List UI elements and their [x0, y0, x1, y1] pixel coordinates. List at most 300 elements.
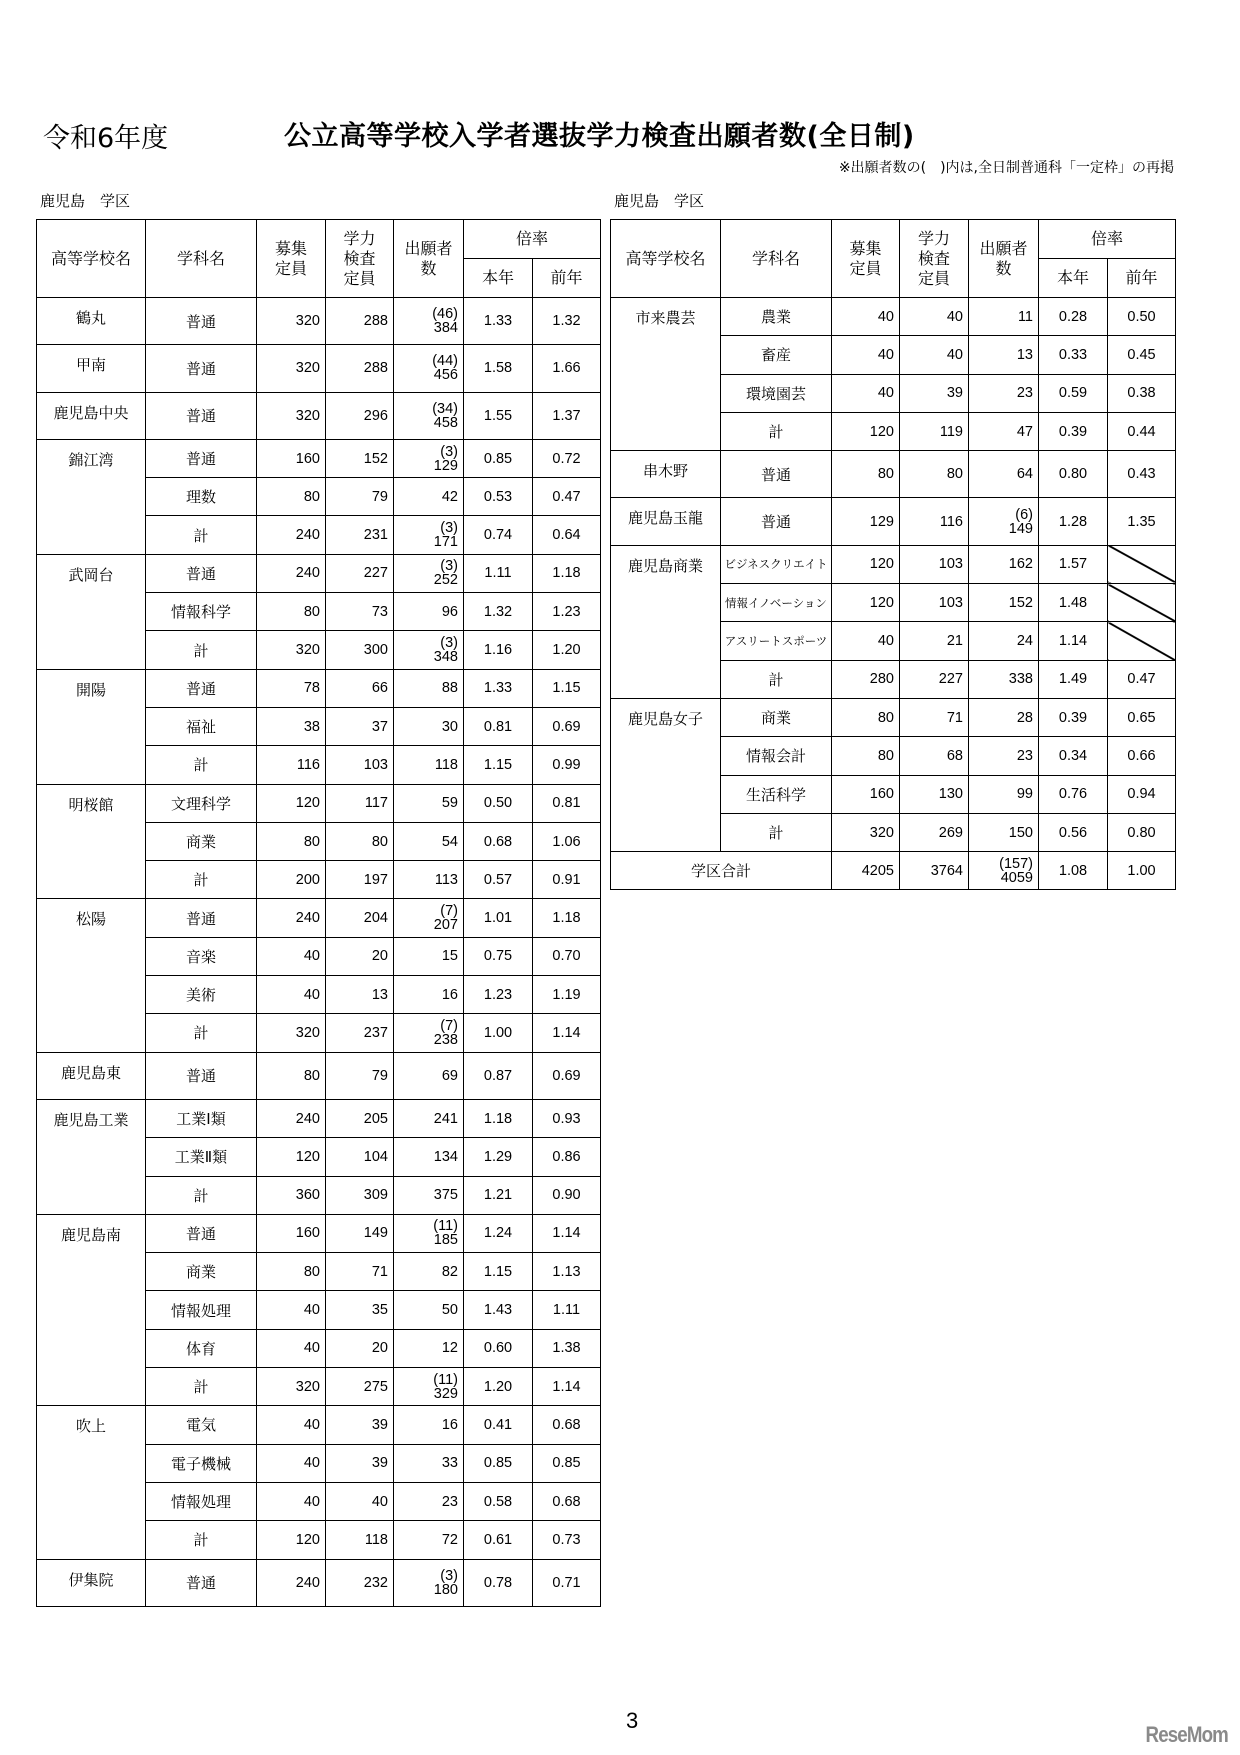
test-capacity: 269: [900, 813, 969, 851]
dept-name: 普通: [146, 345, 257, 392]
ratio-last-year: 1.15: [533, 669, 601, 707]
dept-name: 体育: [146, 1329, 257, 1367]
capacity: 80: [832, 698, 900, 736]
applicant-count: 134: [433, 1148, 458, 1165]
quota-applicants: (34): [432, 400, 458, 417]
ratio-this-year: 1.15: [464, 746, 533, 784]
dept-name: 計: [146, 1521, 257, 1559]
applicant-count: 15: [441, 948, 458, 965]
ratio-last-year: 0.85: [533, 1444, 601, 1482]
applicants: [969, 545, 1039, 583]
ratio-last-year: 1.37: [533, 392, 601, 439]
dept-name: 計: [721, 813, 832, 851]
ratio-last-year: 1.11: [533, 1291, 601, 1329]
applicant-count: 99: [1016, 786, 1033, 803]
applicants: [394, 1444, 464, 1482]
ratio-this-year: 0.80: [1039, 451, 1108, 498]
capacity: 40: [257, 1329, 326, 1367]
capacity: 40: [257, 1482, 326, 1520]
applicants: [394, 1099, 464, 1137]
test-capacity: 237: [326, 1014, 394, 1052]
header-ratio: 倍率: [464, 220, 601, 259]
test-capacity: 300: [326, 631, 394, 669]
applicant-count: 11: [1017, 308, 1033, 325]
school-name: 鹿児島女子: [611, 698, 721, 851]
capacity: 240: [257, 516, 326, 554]
test-capacity: 37: [326, 707, 394, 745]
page-title: 公立高等学校入学者選抜学力検査出願者数(全日制): [284, 121, 915, 152]
capacity: 40: [832, 622, 900, 660]
ratio-this-year: 1.23: [464, 976, 533, 1014]
applicants: [394, 1291, 464, 1329]
ratio-this-year: 0.75: [464, 937, 533, 975]
school-name: 甲南: [37, 345, 146, 392]
capacity: 129: [832, 498, 900, 545]
applicants: [969, 336, 1039, 374]
school-name: 明桜館: [37, 784, 146, 899]
applicants: [969, 298, 1039, 336]
test-capacity: 35: [326, 1291, 394, 1329]
applicants: [394, 822, 464, 860]
ratio-this-year: 1.49: [1039, 660, 1108, 698]
applicant-count: 456: [433, 367, 458, 384]
capacity: 320: [257, 345, 326, 392]
ratio-last-year: 0.68: [533, 1406, 601, 1444]
capacity: 120: [832, 545, 900, 583]
capacity: 200: [257, 861, 326, 899]
ratio-last-year: 1.14: [533, 1368, 601, 1406]
dept-name: 計: [146, 1368, 257, 1406]
applicant-count: 33: [441, 1455, 458, 1472]
applicants: [394, 746, 464, 784]
applicant-count: 162: [1008, 556, 1033, 573]
test-capacity: 80: [900, 451, 969, 498]
applicants: [394, 478, 464, 516]
test-capacity: 79: [326, 1052, 394, 1099]
dept-name: 美術: [146, 976, 257, 1014]
quota-applicants: (3): [440, 635, 458, 652]
applicant-count: 54: [441, 833, 458, 850]
test-capacity: 39: [326, 1444, 394, 1482]
table-row: [611, 545, 1176, 583]
school-name: 吹上: [37, 1406, 146, 1559]
not-applicable-slash: [1108, 545, 1176, 583]
table-row: [37, 899, 601, 937]
ratio-last-year: 0.94: [1108, 775, 1176, 813]
ratio-last-year: 1.18: [533, 554, 601, 592]
dept-name: 工業Ⅰ類: [146, 1099, 257, 1137]
dept-name: 計: [721, 412, 832, 450]
dept-name: 情報会計: [721, 737, 832, 775]
test-capacity: 20: [326, 1329, 394, 1367]
applicant-count: 64: [1016, 466, 1033, 483]
school-name: 串木野: [611, 451, 721, 498]
dept-name: 電子機械: [146, 1444, 257, 1482]
dept-name: 普通: [146, 392, 257, 439]
test-capacity: 66: [326, 669, 394, 707]
school-name: 錦江湾: [37, 439, 146, 554]
applicants: [394, 1052, 464, 1099]
total-row: [611, 852, 1176, 890]
total-label: 学区合計: [611, 852, 832, 890]
header-this-year: 本年: [1039, 259, 1108, 298]
ratio-this-year: 0.50: [464, 784, 533, 822]
ratio-this-year: 0.56: [1039, 813, 1108, 851]
district-label-left: 鹿児島 学区: [40, 192, 131, 210]
applicant-count: 338: [1008, 671, 1033, 688]
ratio-this-year: 0.60: [464, 1329, 533, 1367]
dept-name: アスリートスポーツ: [721, 622, 832, 660]
ratio-last-year: 0.44: [1108, 412, 1176, 450]
applicant-count: 23: [441, 1493, 458, 1510]
applicants: [394, 1329, 464, 1367]
applicant-count: 28: [1016, 709, 1033, 726]
ratio-last-year: 1.14: [533, 1014, 601, 1052]
capacity: 240: [257, 899, 326, 937]
school-name: 武岡台: [37, 554, 146, 669]
header-school: 高等学校名: [611, 220, 721, 298]
applicant-count: 150: [1008, 824, 1033, 841]
ratio-this-year: 1.29: [464, 1138, 533, 1176]
ratio-last-year: 0.69: [533, 1052, 601, 1099]
applicants: [394, 937, 464, 975]
applicant-count: 42: [441, 488, 458, 505]
applicants: [394, 899, 464, 937]
applicant-count: 152: [1008, 594, 1033, 611]
dept-name: 電気: [146, 1406, 257, 1444]
applicants: [969, 412, 1039, 450]
capacity: 320: [832, 813, 900, 851]
applicants: [394, 1368, 464, 1406]
applicant-count: 23: [1016, 747, 1033, 764]
ratio-this-year: 1.20: [464, 1368, 533, 1406]
test-capacity: 149: [326, 1214, 394, 1252]
applicant-count: 96: [441, 603, 458, 620]
ratio-last-year: 1.35: [1108, 498, 1176, 545]
dept-name: 文理科学: [146, 784, 257, 822]
ratio-last-year: 1.19: [533, 976, 601, 1014]
table-row: [37, 554, 601, 592]
ratio-this-year: 1.21: [464, 1176, 533, 1214]
applicant-count: 185: [433, 1232, 458, 1249]
test-capacity: 227: [900, 660, 969, 698]
header-last-year: 前年: [533, 259, 601, 298]
test-capacity: 197: [326, 861, 394, 899]
applicants: [394, 554, 464, 592]
test-capacity: 21: [900, 622, 969, 660]
applicant-count: 348: [433, 649, 458, 666]
header-dept: 学科名: [146, 220, 257, 298]
capacity: 40: [832, 374, 900, 412]
table-row: [37, 345, 601, 392]
ratio-this-year: 1.55: [464, 392, 533, 439]
test-capacity: 103: [900, 584, 969, 622]
capacity: 120: [257, 1521, 326, 1559]
test-capacity: 275: [326, 1368, 394, 1406]
applicants: [969, 451, 1039, 498]
capacity: 80: [257, 478, 326, 516]
dept-name: 計: [146, 516, 257, 554]
test-capacity: 40: [900, 336, 969, 374]
total-ratio-last-year: 1.00: [1108, 852, 1176, 890]
header-last-year: 前年: [1108, 259, 1176, 298]
test-capacity: 103: [326, 746, 394, 784]
applicants: [394, 707, 464, 745]
ratio-this-year: 1.18: [464, 1099, 533, 1137]
applicants-table-left: [36, 219, 601, 1607]
applicants: [394, 345, 464, 392]
applicant-count: 375: [433, 1187, 458, 1204]
ratio-last-year: 0.64: [533, 516, 601, 554]
ratio-last-year: 0.47: [533, 478, 601, 516]
applicants: [394, 861, 464, 899]
ratio-this-year: 0.39: [1039, 412, 1108, 450]
applicant-count: 59: [441, 795, 458, 812]
applicant-count: 458: [433, 414, 458, 431]
ratio-this-year: 1.58: [464, 345, 533, 392]
applicants: [394, 1521, 464, 1559]
applicants: [394, 1406, 464, 1444]
dept-name: ビジネスクリエイト: [721, 545, 832, 583]
dept-name: 普通: [146, 1214, 257, 1252]
ratio-this-year: 0.76: [1039, 775, 1108, 813]
applicants: [394, 784, 464, 822]
dept-name: 普通: [146, 899, 257, 937]
ratio-this-year: 0.58: [464, 1482, 533, 1520]
table-row: [37, 1406, 601, 1444]
ratio-this-year: 0.68: [464, 822, 533, 860]
header-this-year: 本年: [464, 259, 533, 298]
total-ratio-this-year: 1.08: [1039, 852, 1108, 890]
school-name: 鹿児島工業: [37, 1099, 146, 1214]
quota-applicants: (7): [440, 903, 458, 920]
test-capacity: 39: [900, 374, 969, 412]
ratio-this-year: 1.00: [464, 1014, 533, 1052]
capacity: 120: [257, 784, 326, 822]
capacity: 160: [832, 775, 900, 813]
capacity: 240: [257, 1559, 326, 1606]
school-name: 鹿児島南: [37, 1214, 146, 1405]
applicants: [394, 631, 464, 669]
applicant-count: 129: [433, 457, 458, 474]
dept-name: 普通: [146, 439, 257, 477]
ratio-this-year: 0.85: [464, 1444, 533, 1482]
ratio-last-year: 0.93: [533, 1099, 601, 1137]
capacity: 320: [257, 631, 326, 669]
ratio-last-year: 0.69: [533, 707, 601, 745]
capacity: 40: [257, 1444, 326, 1482]
test-capacity: 296: [326, 392, 394, 439]
capacity: 80: [257, 1052, 326, 1099]
fiscal-year: 令和6年度: [43, 123, 169, 154]
quota-applicants: (7): [440, 1017, 458, 1034]
dept-name: 情報イノベーション: [721, 584, 832, 622]
capacity: 40: [257, 937, 326, 975]
dept-name: 商業: [721, 698, 832, 736]
capacity: 160: [257, 439, 326, 477]
applicants: [394, 1176, 464, 1214]
applicants: [394, 298, 464, 345]
test-capacity: 232: [326, 1559, 394, 1606]
applicant-count: 82: [441, 1263, 458, 1280]
applicant-count: 113: [434, 871, 458, 888]
ratio-last-year: 0.80: [1108, 813, 1176, 851]
ratio-this-year: 1.33: [464, 298, 533, 345]
footnote: ※出願者数の( )内は,全日制普通科「一定枠」の再掲: [838, 160, 1174, 176]
header-capacity: 募集定員: [257, 220, 326, 298]
dept-name: 普通: [721, 451, 832, 498]
ratio-last-year: 0.66: [1108, 737, 1176, 775]
header-applicants: 出願者数: [394, 220, 464, 298]
resemom-logo: ReseMom: [1145, 1722, 1228, 1747]
capacity: 160: [257, 1214, 326, 1252]
quota-applicants: (46): [432, 306, 458, 323]
applicants: [969, 813, 1039, 851]
applicants: [394, 593, 464, 631]
ratio-this-year: 1.01: [464, 899, 533, 937]
applicant-count: 16: [441, 1416, 458, 1433]
test-capacity: 119: [900, 412, 969, 450]
header-test-capacity: 学力検査定員: [900, 220, 969, 298]
capacity: 80: [257, 822, 326, 860]
dept-name: 畜産: [721, 336, 832, 374]
dept-name: 普通: [146, 298, 257, 345]
quota-applicants: (44): [432, 353, 458, 370]
dept-name: 普通: [146, 1559, 257, 1606]
ratio-last-year: 0.72: [533, 439, 601, 477]
applicant-count: 329: [433, 1385, 458, 1402]
quota-applicants: (11): [433, 1218, 458, 1235]
capacity: 120: [832, 412, 900, 450]
ratio-last-year: 0.50: [1108, 298, 1176, 336]
applicants: [969, 374, 1039, 412]
applicants: [969, 698, 1039, 736]
header-dept: 学科名: [721, 220, 832, 298]
ratio-this-year: 1.48: [1039, 584, 1108, 622]
test-capacity: 205: [326, 1099, 394, 1137]
total-quota-applicants: (157): [999, 855, 1033, 872]
applicant-count: 149: [1008, 520, 1033, 537]
table-row: [37, 439, 601, 477]
table-row: [37, 669, 601, 707]
ratio-this-year: 1.15: [464, 1253, 533, 1291]
ratio-last-year: 0.91: [533, 861, 601, 899]
ratio-this-year: 1.24: [464, 1214, 533, 1252]
capacity: 120: [832, 584, 900, 622]
school-name: 開陽: [37, 669, 146, 784]
applicants-table-right: [610, 219, 1176, 890]
applicants: [394, 1138, 464, 1176]
ratio-this-year: 1.43: [464, 1291, 533, 1329]
dept-name: 計: [146, 1014, 257, 1052]
ratio-this-year: 0.39: [1039, 698, 1108, 736]
table-row: [611, 451, 1176, 498]
school-name: 松陽: [37, 899, 146, 1052]
table-row: [37, 784, 601, 822]
capacity: 80: [257, 1253, 326, 1291]
ratio-this-year: 0.85: [464, 439, 533, 477]
table-row: [611, 498, 1176, 545]
capacity: 320: [257, 392, 326, 439]
district-label-right: 鹿児島 学区: [614, 192, 705, 210]
dept-name: 商業: [146, 822, 257, 860]
ratio-this-year: 0.78: [464, 1559, 533, 1606]
test-capacity: 68: [900, 737, 969, 775]
ratio-this-year: 0.57: [464, 861, 533, 899]
not-applicable-slash: [1108, 622, 1176, 660]
ratio-last-year: 0.71: [533, 1559, 601, 1606]
dept-name: 商業: [146, 1253, 257, 1291]
capacity: 80: [832, 737, 900, 775]
ratio-last-year: 0.68: [533, 1482, 601, 1520]
applicant-count: 47: [1016, 423, 1033, 440]
ratio-last-year: 0.43: [1108, 451, 1176, 498]
header-school: 高等学校名: [37, 220, 146, 298]
quota-applicants: (3): [440, 443, 458, 460]
dept-name: 工業Ⅱ類: [146, 1138, 257, 1176]
test-capacity: 20: [326, 937, 394, 975]
school-name: 鹿児島東: [37, 1052, 146, 1099]
applicant-count: 12: [441, 1340, 458, 1357]
ratio-last-year: 0.65: [1108, 698, 1176, 736]
school-name: 鹿児島中央: [37, 392, 146, 439]
dept-name: 情報処理: [146, 1291, 257, 1329]
ratio-last-year: 0.38: [1108, 374, 1176, 412]
total-test-capacity: 3764: [900, 852, 969, 890]
applicant-count: 13: [1016, 346, 1033, 363]
school-name: 鹿児島玉龍: [611, 498, 721, 545]
school-name: 市来農芸: [611, 298, 721, 451]
applicant-count: 238: [433, 1031, 458, 1048]
test-capacity: 80: [326, 822, 394, 860]
ratio-last-year: 1.38: [533, 1329, 601, 1367]
applicant-count: 69: [441, 1067, 458, 1084]
test-capacity: 309: [326, 1176, 394, 1214]
applicants: [394, 669, 464, 707]
test-capacity: 40: [900, 298, 969, 336]
ratio-last-year: 1.20: [533, 631, 601, 669]
header-ratio: 倍率: [1039, 220, 1176, 259]
table-row: [37, 1559, 601, 1606]
ratio-this-year: 1.16: [464, 631, 533, 669]
ratio-this-year: 0.34: [1039, 737, 1108, 775]
ratio-this-year: 0.87: [464, 1052, 533, 1099]
applicant-count: 16: [441, 986, 458, 1003]
ratio-this-year: 0.33: [1039, 336, 1108, 374]
school-name: 鶴丸: [37, 298, 146, 345]
applicant-count: 171: [433, 534, 458, 551]
test-capacity: 117: [326, 784, 394, 822]
applicants: [969, 498, 1039, 545]
ratio-last-year: 0.86: [533, 1138, 601, 1176]
ratio-this-year: 0.81: [464, 707, 533, 745]
dept-name: 情報科学: [146, 593, 257, 631]
quota-applicants: (3): [440, 558, 458, 575]
table-row: [37, 392, 601, 439]
applicants: [394, 1214, 464, 1252]
applicants: [394, 976, 464, 1014]
capacity: 320: [257, 1368, 326, 1406]
dept-name: 生活科学: [721, 775, 832, 813]
school-name: 伊集院: [37, 1559, 146, 1606]
total-capacity: 4205: [832, 852, 900, 890]
capacity: 38: [257, 707, 326, 745]
table-row: [611, 698, 1176, 736]
total-applicant-count: 4059: [1000, 869, 1033, 886]
capacity: 240: [257, 554, 326, 592]
capacity: 40: [257, 1406, 326, 1444]
applicants: [394, 1253, 464, 1291]
